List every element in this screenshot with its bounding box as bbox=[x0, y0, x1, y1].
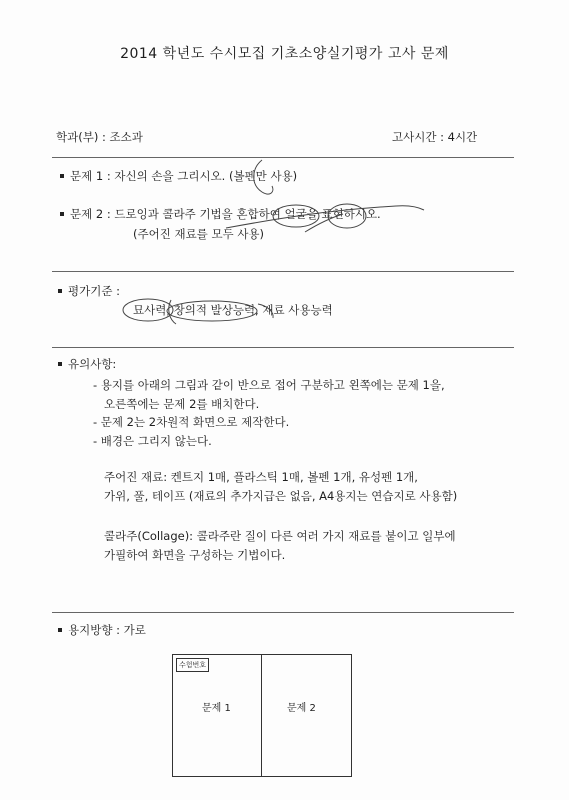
collage-line-2: 가필하여 화면을 구성하는 기법이다. bbox=[104, 548, 286, 562]
problem-2-text: 문제 2 : 드로잉과 콜라주 기법을 혼합하여 얼굴을 표현하시오. bbox=[70, 207, 381, 221]
notes-heading-row bbox=[58, 356, 116, 372]
divider bbox=[52, 157, 514, 158]
diagram-problem-2: 문제 2 bbox=[287, 703, 316, 714]
materials-line-2: 가위, 풀, 테이프 (재료의 추가지급은 없음, A4용지는 연습지로 사용함) bbox=[104, 489, 458, 503]
bullet-icon bbox=[60, 212, 64, 216]
note-line-1: - 용지를 아래의 그림과 같이 반으로 접어 구분하고 왼쪽에는 문제 1을, bbox=[93, 378, 445, 392]
problem-1-text: 문제 1 : 자신의 손을 그리시오. (볼펜만 사용) bbox=[70, 169, 298, 183]
note-line-3: - 문제 2는 2차원적 화면으로 제작한다. bbox=[93, 415, 290, 429]
note-line-4: - 배경은 그리지 않는다. bbox=[93, 434, 212, 448]
materials-line-1: 주어진 재료: 켄트지 1매, 플라스틱 1매, 볼펜 1개, 유성펜 1개, bbox=[104, 470, 418, 484]
exam-time-label: 고사시간 : 4시간 bbox=[392, 130, 478, 144]
divider bbox=[52, 271, 514, 272]
bullet-icon bbox=[58, 628, 62, 632]
bullet-icon bbox=[60, 174, 64, 178]
fold-line bbox=[261, 654, 262, 776]
orientation-row bbox=[58, 622, 146, 638]
criteria-text: 묘사력, 창의적 발상능력, 재료 사용능력 bbox=[133, 303, 333, 317]
exam-number-box: 수험번호 bbox=[176, 658, 209, 672]
divider bbox=[52, 612, 514, 613]
collage-line-1: 콜라주(Collage): 콜라주란 질이 다른 여러 가지 재료를 붙이고 일부에 bbox=[104, 529, 456, 543]
paper-diagram bbox=[172, 654, 352, 777]
problem-1 bbox=[60, 168, 297, 184]
note-line-2: 오른쪽에는 문제 2를 배치한다. bbox=[104, 397, 260, 411]
bullet-icon bbox=[58, 289, 62, 293]
diagram-problem-1: 문제 1 bbox=[202, 703, 231, 714]
criteria-heading: 평가기준 : bbox=[68, 284, 120, 298]
notes-heading: 유의사항: bbox=[68, 357, 117, 371]
divider bbox=[52, 347, 514, 348]
page-title: 2014 학년도 수시모집 기초소양실기평가 고사 문제 bbox=[120, 46, 449, 62]
problem-2-note: (주어진 재료를 모두 사용) bbox=[133, 227, 265, 241]
problem-2 bbox=[60, 206, 381, 222]
bullet-icon bbox=[58, 362, 62, 366]
department-label: 학과(부) : 조소과 bbox=[56, 130, 143, 144]
criteria-heading-row bbox=[58, 283, 120, 299]
orientation-heading: 용지방향 : 가로 bbox=[68, 623, 146, 637]
